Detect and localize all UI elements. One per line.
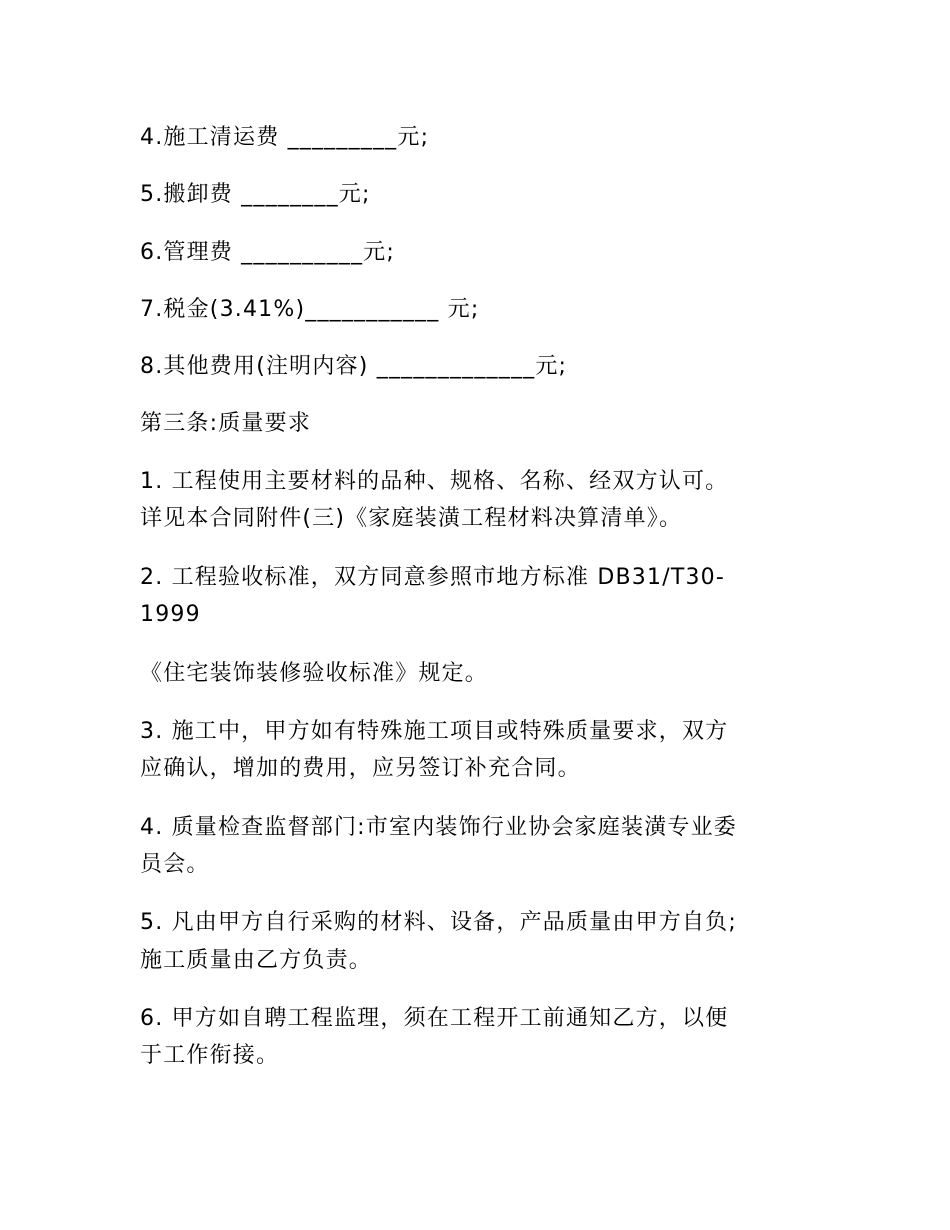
- section-heading-quality: 第三条:质量要求: [140, 411, 312, 436]
- quality-item-6-line-2: 于工作衔接。: [140, 1043, 280, 1068]
- quality-item-4-line-1: 4. 质量检查监督部门:市室内装饰行业协会家庭装潢专业委: [140, 815, 737, 840]
- quality-item-4-line-2: 员会。: [140, 852, 210, 877]
- fee-item-tax: 7.税金(3.41%)___________ 元;: [140, 297, 480, 322]
- quality-item-2-line-1: 2. 工程验收标准，双方同意参照市地方标准 DB31/T30-: [140, 565, 725, 590]
- quality-item-1-line-2: 详见本合同附件(三)《家庭装潢工程材料决算清单》。: [140, 506, 683, 531]
- document-page: [140, 0, 820, 1230]
- quality-item-5-line-2: 施工质量由乙方负责。: [140, 948, 373, 973]
- quality-item-3-line-2: 应确认，增加的费用，应另签订补充合同。: [140, 756, 581, 781]
- fee-item-other: 8.其他费用(注明内容) _____________元;: [140, 354, 568, 379]
- quality-item-1-line-1: 1. 工程使用主要材料的品种、规格、名称、经双方认可。: [140, 469, 729, 494]
- quality-item-6-line-1: 6. 甲方如自聘工程监理，须在工程开工前通知乙方，以便: [140, 1006, 729, 1031]
- quality-item-5-line-1: 5. 凡由甲方自行采购的材料、设备，产品质量由甲方自负;: [140, 910, 737, 935]
- fee-item-management: 6.管理费 __________元;: [140, 240, 395, 265]
- quality-item-2-line-3: 《住宅装饰装修验收标准》规定。: [140, 661, 489, 686]
- fee-item-handling: 5.搬卸费 ________元;: [140, 182, 371, 207]
- quality-item-3-line-1: 3. 施工中，甲方如有特殊施工项目或特殊质量要求，双方: [140, 719, 729, 744]
- fee-item-cleanup: 4.施工清运费 _________元;: [140, 125, 430, 150]
- quality-item-2-line-2: 1999: [140, 602, 201, 627]
